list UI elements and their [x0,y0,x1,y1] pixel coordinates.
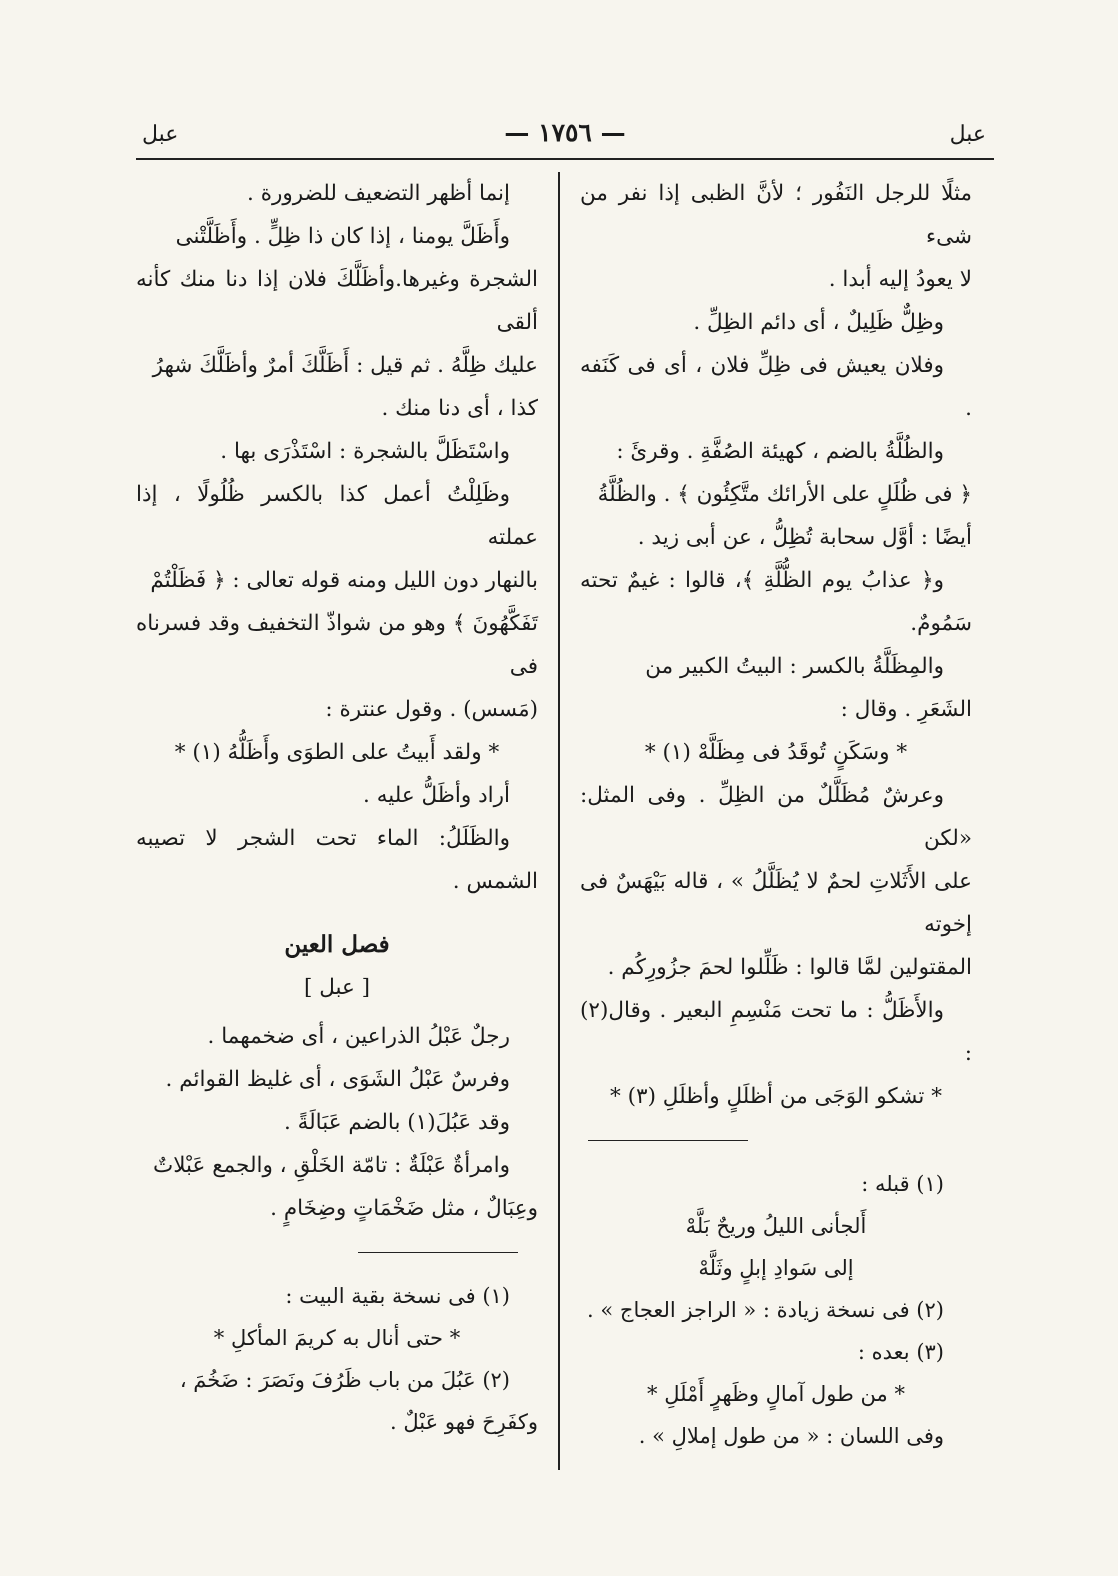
page-number: — ١٧٥٦ — [504,118,626,147]
text-line: (مَسس) . وقول عنترة : [325,697,538,722]
text-line: رجلٌ عَبْلُ الذراعين ، أى ضخمهما . [207,1024,510,1049]
text-line: والظُلَّةُ بالضم ، كهيئة الصُفَّةِ . وقرئَ : [616,439,944,464]
footnote-line: (٢) فى نسخة زيادة : « الراجز العجاج » . [587,1298,944,1322]
footnote-verse: * من طول آمالٍ وظَهرٍ أَمْلَلِ * [647,1382,905,1406]
verse-line: * ولقد أَبيتُ على الطوَى وأَظَلُّهُ (١) * [174,740,500,765]
text-line: وعرشٌ مُظَلَّلٌ من الظِلِّ . وفى المثل: «لكن [580,783,972,851]
verse-line: * وسَكَنٍ تُوقَدُ فى مِظَلَّهْ (١) * [644,740,908,765]
text-line: وقد عَبُلَ(١) بالضم عَبَالَةً . [283,1110,510,1135]
text-line: كذا ، أى دنا منك . [381,396,538,421]
text-line: الشَعَرِ . وقال : [840,697,972,722]
text-line: والظَلَلُ: الماء تحت الشجر لا تصيبه الشمس . [136,826,538,894]
header-rule [136,158,994,160]
left-column [136,172,538,1443]
text-line: بالنهار دون الليل ومنه قوله تعالى : ﴿ فَظَلْتُمْ [150,568,538,593]
footnote-line: وكفَرِحَ فهو عَبْلٌ . [390,1410,538,1434]
text-line: وامرأةٌ عَبْلَةٌ : تامّة الخَلْقِ ، والجمع عَبْلاتٌ [152,1153,510,1178]
text-line: أراد وأظَلُّ عليه . [363,783,510,808]
text-line: مثلًا للرجل النَفُور ؛ لأنَّ الظبى إذا نفر من شىء [580,181,972,249]
text-line: وفلان يعيش فى ظِلِّ فلان ، أى فى كَنَفه . [580,353,972,421]
verse-line: * تشكو الوَجَى من أظلَلٍ وأظلَلِ (٣) * [610,1084,942,1109]
footnote-line: (٣) بعده : [857,1340,944,1364]
footnote-rule [358,1252,518,1253]
text-line: ﴿ فى ظُلَلٍ على الأرائك متَّكِئُون ﴾ . والظُلَّةُ [597,482,972,507]
text-line: وعِبَالٌ ، مثل ضَخْمَاتٍ وضِخَامٍ . [270,1196,538,1221]
text-line: وظَلِلْتُ أعمل كذا بالكسر ظُلُولًا ، إذا عملته [136,482,538,550]
text-line: لا يعودُ إليه أبدا . [828,267,972,292]
text-line: وأَظَلَّ يومنا ، إذا كان ذا ظِلٍّ . وأَظَلَّتْنى [175,224,510,249]
footnote-line: وفى اللسان : « من طول إملالِ » . [638,1424,944,1448]
text-line: عليك ظِلَّهُ . ثم قيل : أَظَلَّكَ أمرٌ وأظَلَّكَ شهرُ [152,353,538,378]
footnote-rule [588,1140,748,1141]
text-line: والأَظَلُّ : ما تحت مَنْسِمِ البعير . وقال(٢) : [580,998,972,1066]
text-line: أيضًا : أوَّل سحابة تُظِلُّ ، عن أبى زيد . [637,525,972,550]
text-line: وفرسٌ عَبْلُ الشَوَى ، أى غليظ القوائم . [165,1067,510,1092]
text-line: على الأَثَلاتِ لحمٌ لا يُظَلَّلُ » ، قاله بَيْهَسٌ فى إخوته [580,869,972,937]
footnote-line: (١) فى نسخة بقية البيت : [285,1284,510,1308]
right-column [580,172,972,1457]
footnote-verse: * حتى أنال به كريمَ المأكلِ * [213,1326,461,1350]
text-line: إنما أظهر التضعيف للضرورة . [247,181,510,206]
footnote-line: (١) قبله : [861,1172,944,1196]
text-line: وظِلٌّ ظَلِيلٌ ، أى دائم الظِلِّ . [693,310,944,335]
section-title: فصل العين [284,931,390,958]
text-line: المقتولين لمَّا قالوا : ظَلِّلوا لحمَ جزُورِكُم . [607,955,972,980]
footnote-line: (٢) عَبُلَ من باب ظَرُفَ ونَصَرَ : ضَخُمَ ، [179,1368,510,1392]
footnote-verse: إلى سَوادِ إبلٍ وثَلَّهْ [698,1256,854,1280]
column-divider [558,172,560,1470]
page-header [136,118,994,158]
text-line: والمِظَلَّةُ بالكسر : البيتُ الكبير من [645,654,944,679]
text-line: و﴿ عذابُ يوم الظُّلَّةِ ﴾، قالوا : غيمٌ تحته سَمُومٌ. [580,568,972,636]
running-headword-right: عبل [949,122,986,147]
text-line: تَفَكَّهُونَ ﴾ وهو من شواذّ التخفيف وقد فسرناه فى [136,611,538,679]
footnote-verse: أَلجأنى الليلُ وريحٌ بَلَّهْ [685,1214,867,1238]
text-line: واسْتَظَلَّ بالشجرة : اسْتَذْرَى بها . [220,439,510,464]
text-line: الشجرة وغيرها.وأظَلَّكَ فلان إذا دنا منك كأنه ألقى [136,267,538,335]
entry-headword: [ عبل ] [303,975,371,1000]
running-headword-left: عبل [142,122,179,147]
